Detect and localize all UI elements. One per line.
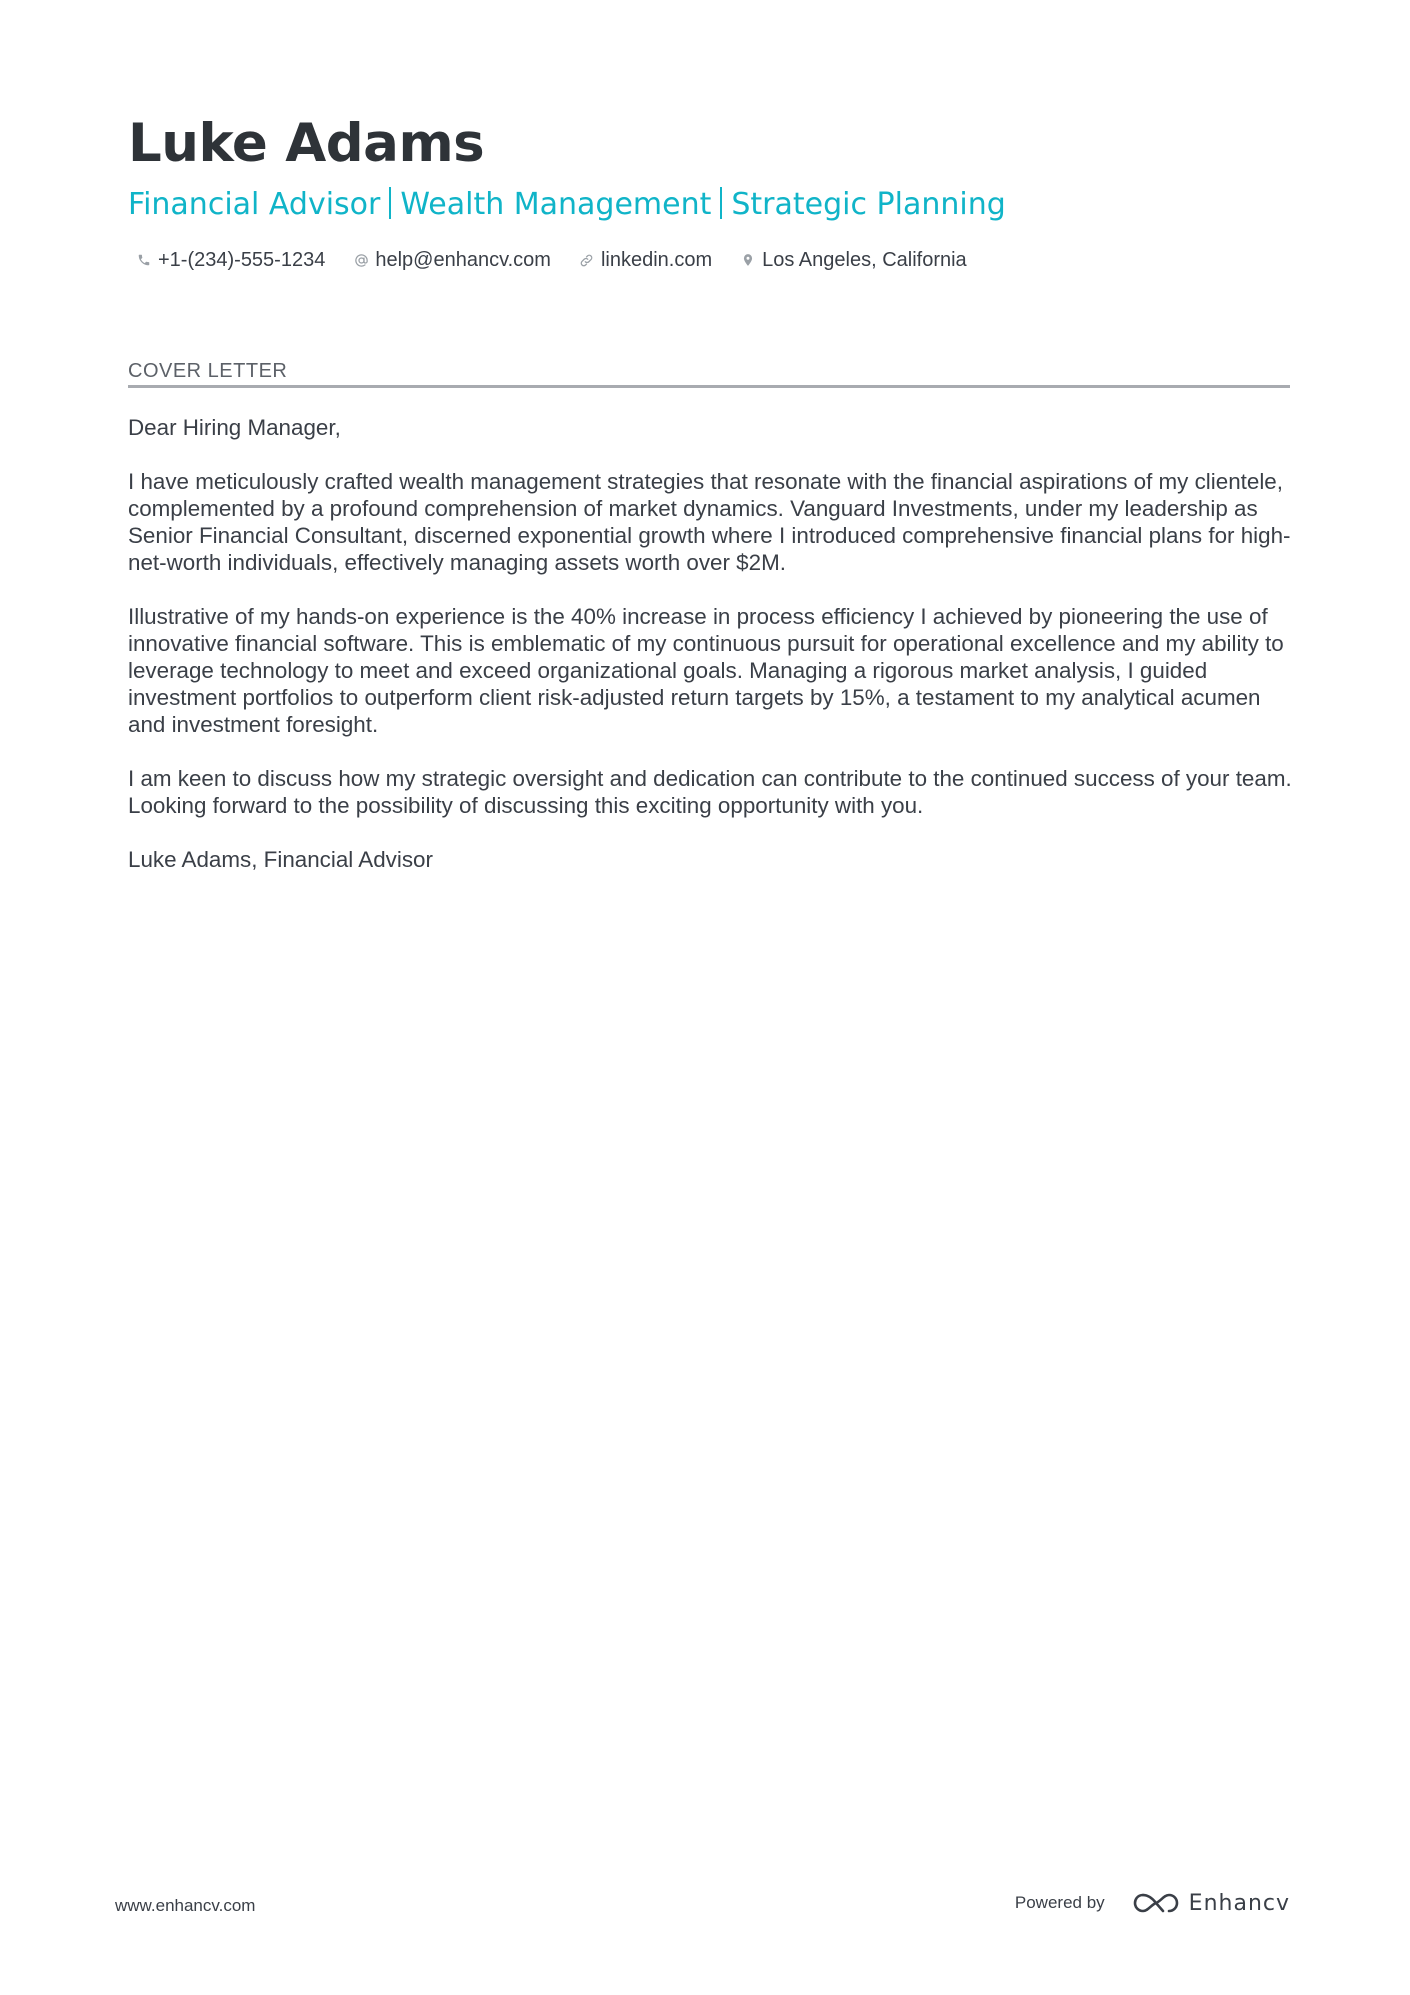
phone-icon bbox=[136, 252, 152, 268]
headline-role: Financial Advisor bbox=[128, 187, 381, 222]
contact-linkedin-text: linkedin.com bbox=[600, 248, 713, 271]
contact-linkedin[interactable] bbox=[579, 249, 712, 272]
headline-separator bbox=[720, 187, 722, 219]
powered-by-label: Powered by bbox=[1014, 1893, 1105, 1912]
contact-phone[interactable] bbox=[136, 249, 325, 272]
contact-email[interactable] bbox=[353, 249, 551, 272]
at-icon bbox=[353, 252, 369, 268]
headline-separator bbox=[389, 187, 391, 219]
candidate-name: Luke Adams bbox=[128, 113, 485, 174]
letter-body bbox=[128, 414, 1296, 900]
headline-focus: Strategic Planning bbox=[731, 187, 1006, 222]
contact-bar bbox=[136, 246, 995, 274]
headline-specialty: Wealth Management bbox=[400, 187, 712, 222]
contact-location-text: Los Angeles, California bbox=[762, 248, 967, 271]
location-pin-icon bbox=[740, 252, 756, 268]
section-divider bbox=[128, 385, 1290, 388]
enhancv-logo-icon bbox=[1133, 1891, 1179, 1915]
link-icon bbox=[579, 252, 595, 268]
headline bbox=[128, 184, 1006, 226]
letter-greeting: Dear Hiring Manager, bbox=[128, 415, 341, 440]
footer-website-link[interactable]: www.enhancv.com bbox=[115, 1896, 256, 1915]
contact-phone-text: +1-(234)-555-1234 bbox=[158, 248, 326, 271]
contact-email-text: help@enhancv.com bbox=[375, 248, 551, 271]
letter-paragraph: I have meticulously crafted wealth management strategies that resonate with the financial aspirations of my clientele, complemented by a profound comprehension of market dynamics. Vanguard Investments, under my leadership as Senior Financial Consultant, discerned exponential growth where I introduced comprehensive financial plans for high-net-worth individuals, effectively managing assets worth over $2M. bbox=[128, 469, 1291, 575]
contact-location bbox=[740, 249, 967, 272]
letter-paragraph: I am keen to discuss how my strategic oversight and dedication can contribute to the continued success of your team. Looking forward to the possibility of discussing this exciting opportunity with you. bbox=[128, 766, 1292, 818]
footer-branding bbox=[1015, 1886, 1290, 1920]
letter-paragraph: Illustrative of my hands-on experience is the 40% increase in process efficiency I achieved by pioneering the use of innovative financial software. This is emblematic of my continuous pursuit for operational excellence and my ability to leverage technology to meet and exceed organizational goals. Managing a rigorous market analysis, I guided investment portfolios to outperform client risk-adjusted return targets by 15%, a testament to my analytical acumen and investment foresight. bbox=[128, 604, 1284, 737]
enhancv-wordmark: Enhancv bbox=[1188, 1890, 1290, 1916]
section-title-cover-letter: COVER LETTER bbox=[128, 360, 288, 382]
letter-signature: Luke Adams, Financial Advisor bbox=[128, 847, 433, 872]
